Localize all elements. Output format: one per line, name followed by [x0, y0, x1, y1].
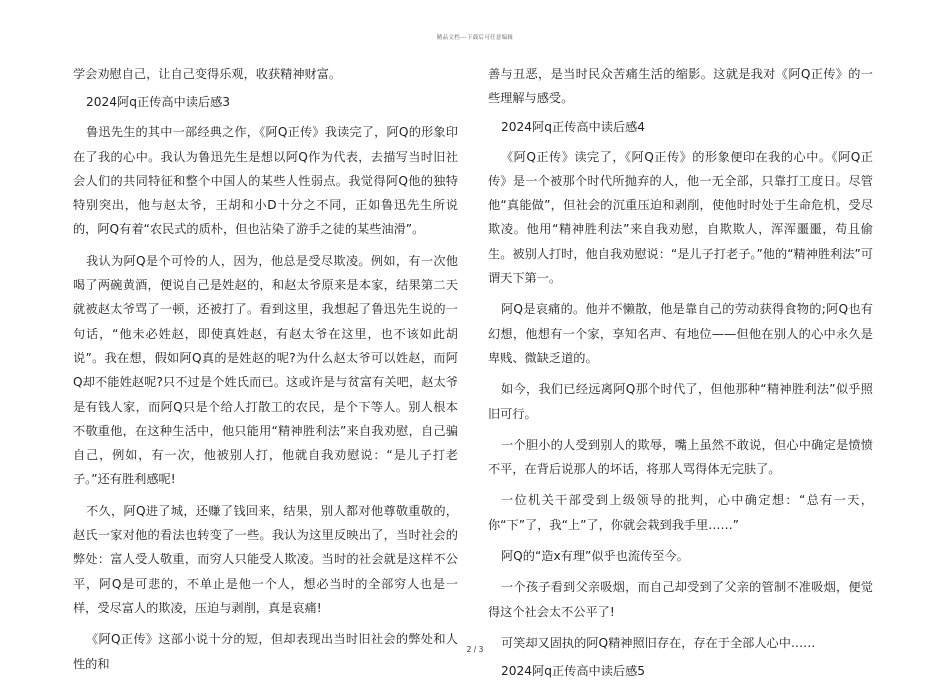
paragraph: 《阿Q正传》这部小说十分的短，但却表现出当时旧社会的弊处和人性的和 [73, 632, 458, 671]
page-number: 2 / 3 [466, 645, 484, 654]
paragraph: 一个孩子看到父亲吸烟，而自己却受到了父亲的管制不准吸烟，便觉得这个社会太不公平了! [488, 580, 873, 619]
paragraph: 阿Q的“造x有理”似乎也流传至今。 [501, 549, 689, 564]
paragraph: 学会劝慰自己，让自己变得乐观，收获精神财富。 [73, 67, 342, 81]
section-heading: 2024阿q正传高中读后感4 [501, 119, 646, 134]
paragraph: 《阿Q正传》读完了，《阿Q正传》的形象便印在我的心中。《阿Q正传》是一个被那个时代所抛弃的人，他一无全部，只靠打工度日。尽管他“真能做”，但社会的沉重压迫和剥削，使他时时处于生命危机，受尽欺凌。他用“精神胜利法”来自我劝慰，自欺欺人，浑浑噩噩，苟且偷生。被别人打时，他自我劝慰说：“是儿子打老子。”他的“精神胜利法”可谓天下第一。 [488, 149, 873, 286]
right-column [488, 62, 873, 689]
paragraph: 阿Q是哀痛的。他并不懒散，他是靠自己的劳动获得食物的;阿Q也有幻想，他想有一个家，享知名声、有地位——但他在别人的心中永久是卑贱、微缺乏道的。 [488, 302, 873, 365]
section-heading: 2024阿q正传高中读后感5 [501, 664, 646, 679]
page-header: 精品文档---下载后可任意编辑 [436, 35, 514, 41]
section-heading: 2024阿q正传高中读后感3 [86, 95, 231, 110]
paragraph: 我认为阿Q是个可怜的人，因为，他总是受尽欺凌。例如，有一次他喝了两碗黄酒，便说自己是姓赵的，和赵太爷原来是本家，结果第二天就被赵太爷骂了一顿，还被打了。看到这里，我想起了鲁迅先生说的一句话，“他未必姓赵，即使真姓赵，有赵太爷在这里，也不该如此胡说”。我在想，假如阿Q真的是姓赵的呢?为什么赵太爷可以姓赵，而阿Q却不能姓赵呢?只不过是个姓氏而已。这或许是与贫富有关吧，赵太爷是有钱人家，而阿Q只是个给人打散工的农民，是个下等人。别人根本不敬重他，在这种生活中，他只能用“精神胜利法”来自我劝慰，自己骗自己，例如，有一次，他被别人打，他就自我劝慰说：“是儿子打老子。”还有胜利感呢! [73, 253, 458, 487]
paragraph: 善与丑恶，是当时民众苦痛生活的缩影。这就是我对《阿Q正传》的一些理解与感受。 [488, 67, 873, 106]
paragraph: 如今，我们已经远离阿Q那个时代了，但他那种“精神胜利法”似乎照旧可行。 [488, 382, 873, 421]
paragraph: 不久，阿Q进了城，还赚了钱回来，结果，别人都对他尊敬重敬的，赵氏一家对他的看法也转变了一些。我认为这里反映出了，当时社会的弊处：富人受人敬重，而穷人只能受人欺凌。当时的社会就是这样不公平，阿Q是可悲的，不单止是他一个人，想必当时的全部穷人也是一样，受尽富人的欺凌，压迫与剥削，真是哀痛! [73, 503, 458, 615]
left-column [73, 62, 458, 683]
paragraph: 一个胆小的人受到别人的欺辱，嘴上虽然不敢说，但心中确定是愤愤不平，在背后说那人的坏话，将那人骂得体无完肤了。 [488, 437, 873, 477]
paragraph: 可笑却又固执的阿Q精神照旧存在，存在于全部人心中…… [501, 635, 816, 650]
paragraph: 鲁迅先生的其中一部经典之作，《阿Q正传》我读完了，阿Q的形象印在了我的心中。我认为鲁迅先生是想以阿Q作为代表，去描写当时旧社会人们的共同特征和整个中国人的某些人性弱点。我觉得阿Q他的独特特别突出，他与赵太爷，王胡和小D十分之不同，正如鲁迅先生所说的，阿Q有着“农民式的质朴，但也沾染了游手之徒的某些油滑”。 [73, 125, 458, 237]
paragraph: 一位机关干部受到上级领导的批判，心中确定想：“总有一天，你“下”了，我“上”了，你就会栽到我手里……” [488, 493, 873, 532]
